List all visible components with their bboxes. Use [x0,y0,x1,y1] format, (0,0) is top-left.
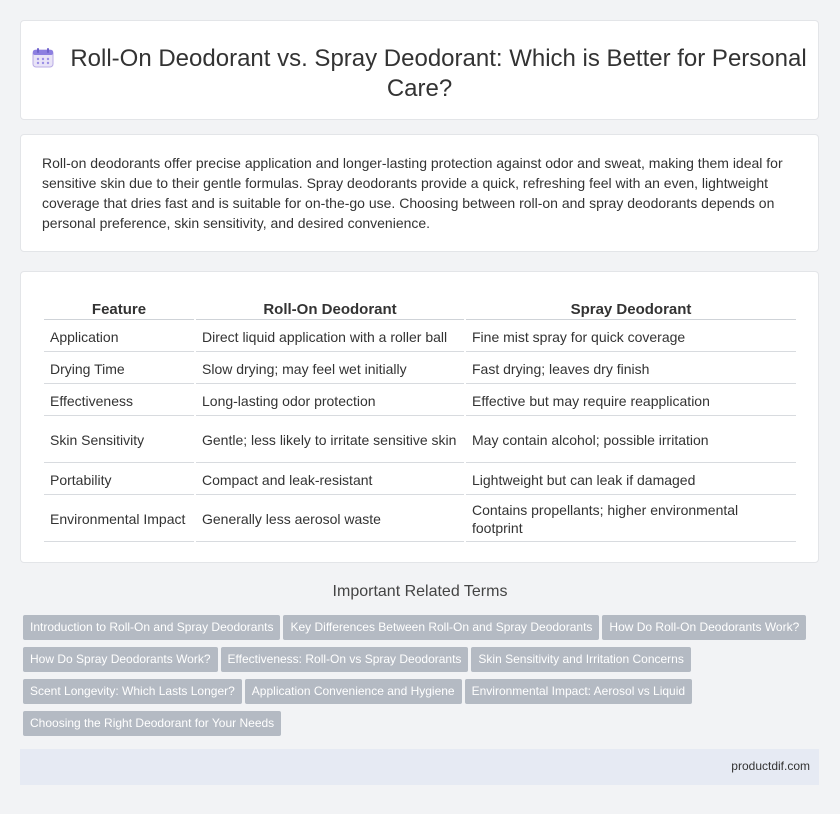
table-row [44,322,796,352]
table-cell: Long-lasting odor protection [196,386,464,416]
footer-site-link[interactable]: productdif.com [731,759,810,773]
related-term-tag[interactable]: How Do Roll-On Deodorants Work? [602,615,806,640]
calendar-icon [32,46,54,66]
header-roll-on: Roll-On Deodorant [196,297,464,320]
comparison-table [42,295,798,544]
related-term-tag[interactable]: Key Differences Between Roll-On and Spray Deodorants [283,615,599,640]
table-row [44,465,796,495]
summary-card [20,134,819,252]
table-cell: Compact and leak-resistant [196,465,464,495]
table-cell: Direct liquid application with a roller ball [196,322,464,352]
page-title-text: Roll-On Deodorant vs. Spray Deodorant: Which is Better for Personal Care? [70,45,807,102]
table-cell: Slow drying; may feel wet initially [196,354,464,384]
comparison-table-card [20,271,819,563]
table-cell: Fine mist spray for quick coverage [466,322,796,352]
table-cell: Effective but may require reapplication [466,386,796,416]
related-term-tag[interactable]: Scent Longevity: Which Lasts Longer? [23,679,242,704]
table-cell: Drying Time [44,354,194,384]
table-cell: Fast drying; leaves dry finish [466,354,796,384]
related-terms-title: Important Related Terms [332,583,508,600]
table-cell: Generally less aerosol waste [196,497,464,542]
related-term-tag[interactable]: Skin Sensitivity and Irritation Concerns [471,647,690,672]
header-spray: Spray Deodorant [466,297,796,320]
table-cell: Contains propellants; higher environmental footprint [466,497,796,542]
summary-text: Roll-on deodorants offer precise application and longer-lasting protection against odor and sweat, making them ideal for sensitive skin due to their gentle formulas. Spray deodorants provide a quick, refreshing feel with an even, lightweight coverage that dries fast and is suitable for on-the-go use. Choosing between roll-on and spray deodorants depends on personal preference, skin sensitivity, and desired convenience. [42,155,783,231]
table-cell: Portability [44,465,194,495]
table-cell: Environmental Impact [44,497,194,542]
related-terms-list [23,615,813,743]
table-cell: Gentle; less likely to irritate sensitive skin [196,418,464,463]
page-title [21,44,818,104]
table-cell: Skin Sensitivity [44,418,194,463]
table-row [44,418,796,463]
table-cell: Lightweight but can leak if damaged [466,465,796,495]
related-term-tag[interactable]: How Do Spray Deodorants Work? [23,647,218,672]
related-term-tag[interactable]: Choosing the Right Deodorant for Your Needs [23,711,281,736]
related-term-tag[interactable]: Application Convenience and Hygiene [245,679,462,704]
related-term-tag[interactable]: Effectiveness: Roll-On vs Spray Deodorants [221,647,469,672]
title-card [20,20,819,120]
table-cell: Effectiveness [44,386,194,416]
table-cell: May contain alcohol; possible irritation [466,418,796,463]
table-cell: Application [44,322,194,352]
footer [20,749,819,785]
related-term-tag[interactable]: Environmental Impact: Aerosol vs Liquid [465,679,692,704]
table-row [44,497,796,542]
table-row [44,386,796,416]
table-row [44,354,796,384]
related-term-tag[interactable]: Introduction to Roll-On and Spray Deodorants [23,615,280,640]
table-header-row [44,297,796,320]
header-feature: Feature [44,297,194,320]
